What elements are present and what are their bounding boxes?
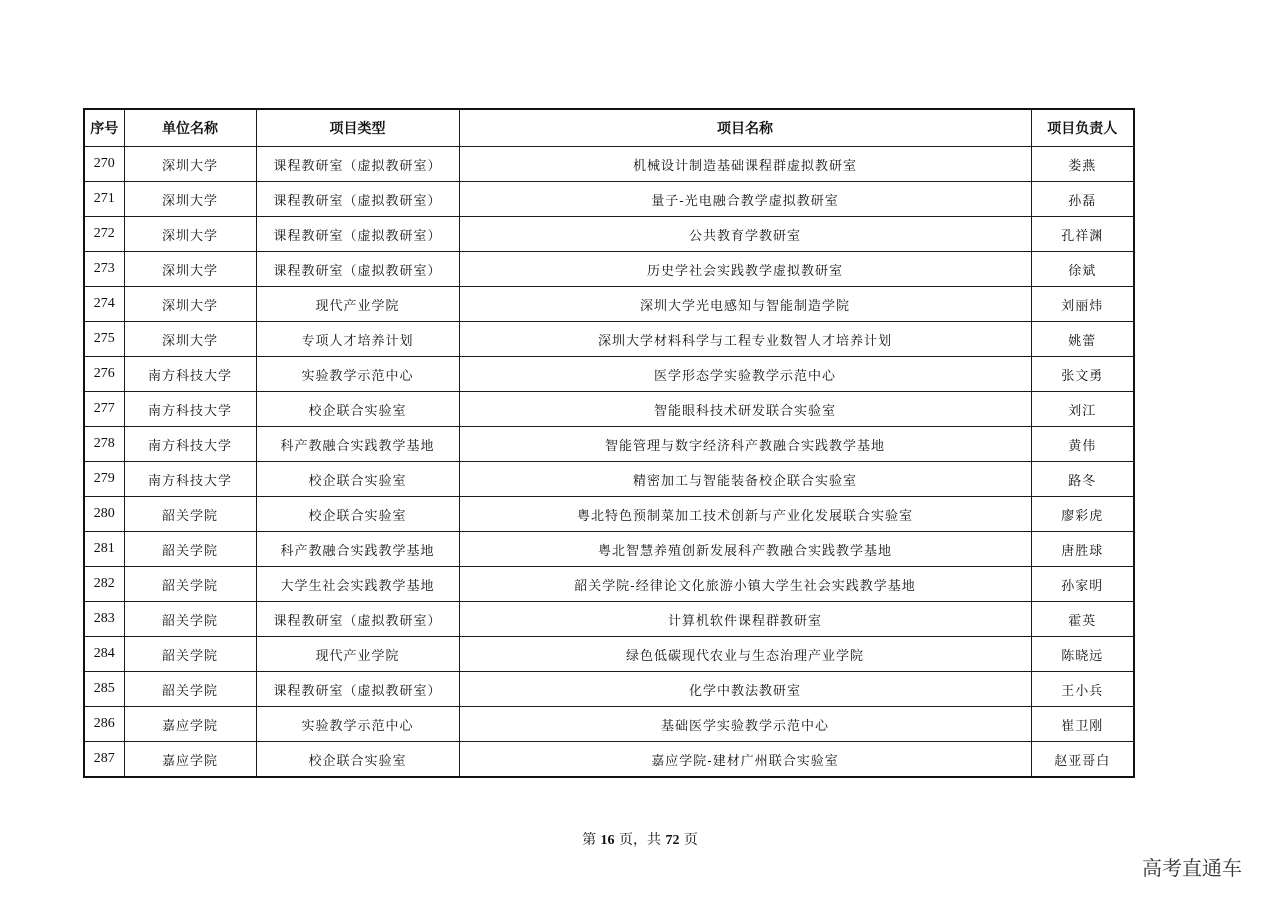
cell-index: 277: [84, 392, 124, 427]
cell-index: 287: [84, 742, 124, 778]
cell-project-lead: 霍英: [1031, 602, 1134, 637]
cell-project-name: 医学形态学实验教学示范中心: [459, 357, 1031, 392]
header-project-lead: 项目负责人: [1031, 109, 1134, 147]
cell-unit: 深圳大学: [124, 147, 256, 182]
table-header-row: [84, 109, 1134, 147]
cell-project-type: 现代产业学院: [256, 637, 459, 672]
cell-index: 285: [84, 672, 124, 707]
cell-index: 275: [84, 322, 124, 357]
cell-project-name: 机械设计制造基础课程群虚拟教研室: [459, 147, 1031, 182]
cell-project-lead: 娄燕: [1031, 147, 1134, 182]
cell-project-name: 智能眼科技术研发联合实验室: [459, 392, 1031, 427]
cell-index: 272: [84, 217, 124, 252]
cell-project-name: 计算机软件课程群教研室: [459, 602, 1031, 637]
cell-project-type: 课程教研室（虚拟教研室）: [256, 672, 459, 707]
cell-index: 280: [84, 497, 124, 532]
cell-project-type: 课程教研室（虚拟教研室）: [256, 147, 459, 182]
header-unit: 单位名称: [124, 109, 256, 147]
cell-index: 270: [84, 147, 124, 182]
project-table: [83, 108, 1135, 778]
header-project-type: 项目类型: [256, 109, 459, 147]
table-row: [84, 497, 1134, 532]
cell-project-name: 智能管理与数字经济科产教融合实践教学基地: [459, 427, 1031, 462]
cell-unit: 韶关学院: [124, 602, 256, 637]
cell-unit: 嘉应学院: [124, 742, 256, 778]
cell-unit: 韶关学院: [124, 567, 256, 602]
cell-unit: 韶关学院: [124, 637, 256, 672]
cell-project-lead: 刘江: [1031, 392, 1134, 427]
cell-project-type: 校企联合实验室: [256, 462, 459, 497]
cell-index: 284: [84, 637, 124, 672]
cell-unit: 深圳大学: [124, 252, 256, 287]
cell-project-name: 化学中教法教研室: [459, 672, 1031, 707]
cell-unit: 韶关学院: [124, 497, 256, 532]
cell-unit: 南方科技大学: [124, 392, 256, 427]
cell-index: 274: [84, 287, 124, 322]
cell-project-type: 实验教学示范中心: [256, 707, 459, 742]
cell-project-type: 校企联合实验室: [256, 392, 459, 427]
cell-project-type: 校企联合实验室: [256, 497, 459, 532]
table-body: [84, 147, 1134, 778]
cell-project-lead: 孙家明: [1031, 567, 1134, 602]
cell-project-lead: 刘丽炜: [1031, 287, 1134, 322]
footer-prefix: 第: [582, 832, 597, 848]
table-row: [84, 357, 1134, 392]
table-row: [84, 637, 1134, 672]
cell-project-lead: 唐胜球: [1031, 532, 1134, 567]
table-row: [84, 742, 1134, 778]
cell-project-type: 课程教研室（虚拟教研室）: [256, 217, 459, 252]
header-project-name: 项目名称: [459, 109, 1031, 147]
cell-project-type: 科产教融合实践教学基地: [256, 427, 459, 462]
table-row: [84, 287, 1134, 322]
cell-unit: 韶关学院: [124, 532, 256, 567]
cell-project-name: 绿色低碳现代农业与生态治理产业学院: [459, 637, 1031, 672]
cell-project-type: 校企联合实验室: [256, 742, 459, 778]
cell-project-name: 深圳大学光电感知与智能制造学院: [459, 287, 1031, 322]
footer-suffix: 页: [683, 832, 698, 848]
cell-unit: 韶关学院: [124, 672, 256, 707]
cell-project-name: 精密加工与智能装备校企联合实验室: [459, 462, 1031, 497]
cell-index: 273: [84, 252, 124, 287]
table-row: [84, 602, 1134, 637]
cell-project-lead: 孙磊: [1031, 182, 1134, 217]
table-row: [84, 427, 1134, 462]
cell-unit: 深圳大学: [124, 182, 256, 217]
cell-project-lead: 赵亚哥白: [1031, 742, 1134, 778]
cell-index: 276: [84, 357, 124, 392]
table-row: [84, 567, 1134, 602]
cell-project-type: 课程教研室（虚拟教研室）: [256, 252, 459, 287]
cell-project-name: 公共教育学教研室: [459, 217, 1031, 252]
cell-project-lead: 崔卫刚: [1031, 707, 1134, 742]
watermark-text: 高考直通车: [1142, 856, 1242, 880]
cell-project-name: 历史学社会实践教学虚拟教研室: [459, 252, 1031, 287]
document-sheet: [83, 108, 1133, 778]
table-row: [84, 672, 1134, 707]
table-row: [84, 182, 1134, 217]
footer-middle: 页，共: [619, 832, 661, 848]
cell-index: 278: [84, 427, 124, 462]
cell-unit: 深圳大学: [124, 322, 256, 357]
cell-project-lead: 黄伟: [1031, 427, 1134, 462]
table-row: [84, 462, 1134, 497]
cell-project-type: 科产教融合实践教学基地: [256, 532, 459, 567]
table-row: [84, 322, 1134, 357]
cell-unit: 南方科技大学: [124, 427, 256, 462]
cell-project-name: 粤北特色预制菜加工技术创新与产业化发展联合实验室: [459, 497, 1031, 532]
cell-project-name: 基础医学实验教学示范中心: [459, 707, 1031, 742]
cell-project-lead: 徐斌: [1031, 252, 1134, 287]
cell-project-lead: 孔祥渊: [1031, 217, 1134, 252]
cell-project-type: 课程教研室（虚拟教研室）: [256, 182, 459, 217]
cell-unit: 嘉应学院: [124, 707, 256, 742]
cell-project-lead: 路冬: [1031, 462, 1134, 497]
footer-page-number: 16: [600, 833, 615, 848]
cell-project-name: 韶关学院-经律论文化旅游小镇大学生社会实践教学基地: [459, 567, 1031, 602]
footer-total-pages: 72: [665, 833, 680, 848]
cell-project-name: 深圳大学材料科学与工程专业数智人才培养计划: [459, 322, 1031, 357]
cell-index: 271: [84, 182, 124, 217]
cell-project-type: 课程教研室（虚拟教研室）: [256, 602, 459, 637]
cell-project-name: 量子-光电融合教学虚拟教研室: [459, 182, 1031, 217]
cell-project-lead: 廖彩虎: [1031, 497, 1134, 532]
cell-index: 282: [84, 567, 124, 602]
table-row: [84, 707, 1134, 742]
header-index: 序号: [84, 109, 124, 147]
cell-project-lead: 姚蕾: [1031, 322, 1134, 357]
table-row: [84, 217, 1134, 252]
table-row: [84, 252, 1134, 287]
table-row: [84, 147, 1134, 182]
table-row: [84, 392, 1134, 427]
page-footer: [0, 829, 1280, 849]
cell-unit: 深圳大学: [124, 217, 256, 252]
cell-index: 283: [84, 602, 124, 637]
cell-project-type: 专项人才培养计划: [256, 322, 459, 357]
cell-index: 286: [84, 707, 124, 742]
cell-project-name: 粤北智慧养殖创新发展科产教融合实践教学基地: [459, 532, 1031, 567]
cell-project-type: 现代产业学院: [256, 287, 459, 322]
cell-project-lead: 陈晓远: [1031, 637, 1134, 672]
cell-index: 279: [84, 462, 124, 497]
cell-project-lead: 张文勇: [1031, 357, 1134, 392]
cell-unit: 南方科技大学: [124, 462, 256, 497]
cell-project-type: 实验教学示范中心: [256, 357, 459, 392]
cell-project-type: 大学生社会实践教学基地: [256, 567, 459, 602]
cell-unit: 南方科技大学: [124, 357, 256, 392]
cell-project-lead: 王小兵: [1031, 672, 1134, 707]
table-row: [84, 532, 1134, 567]
cell-index: 281: [84, 532, 124, 567]
cell-project-name: 嘉应学院-建材广州联合实验室: [459, 742, 1031, 778]
cell-unit: 深圳大学: [124, 287, 256, 322]
